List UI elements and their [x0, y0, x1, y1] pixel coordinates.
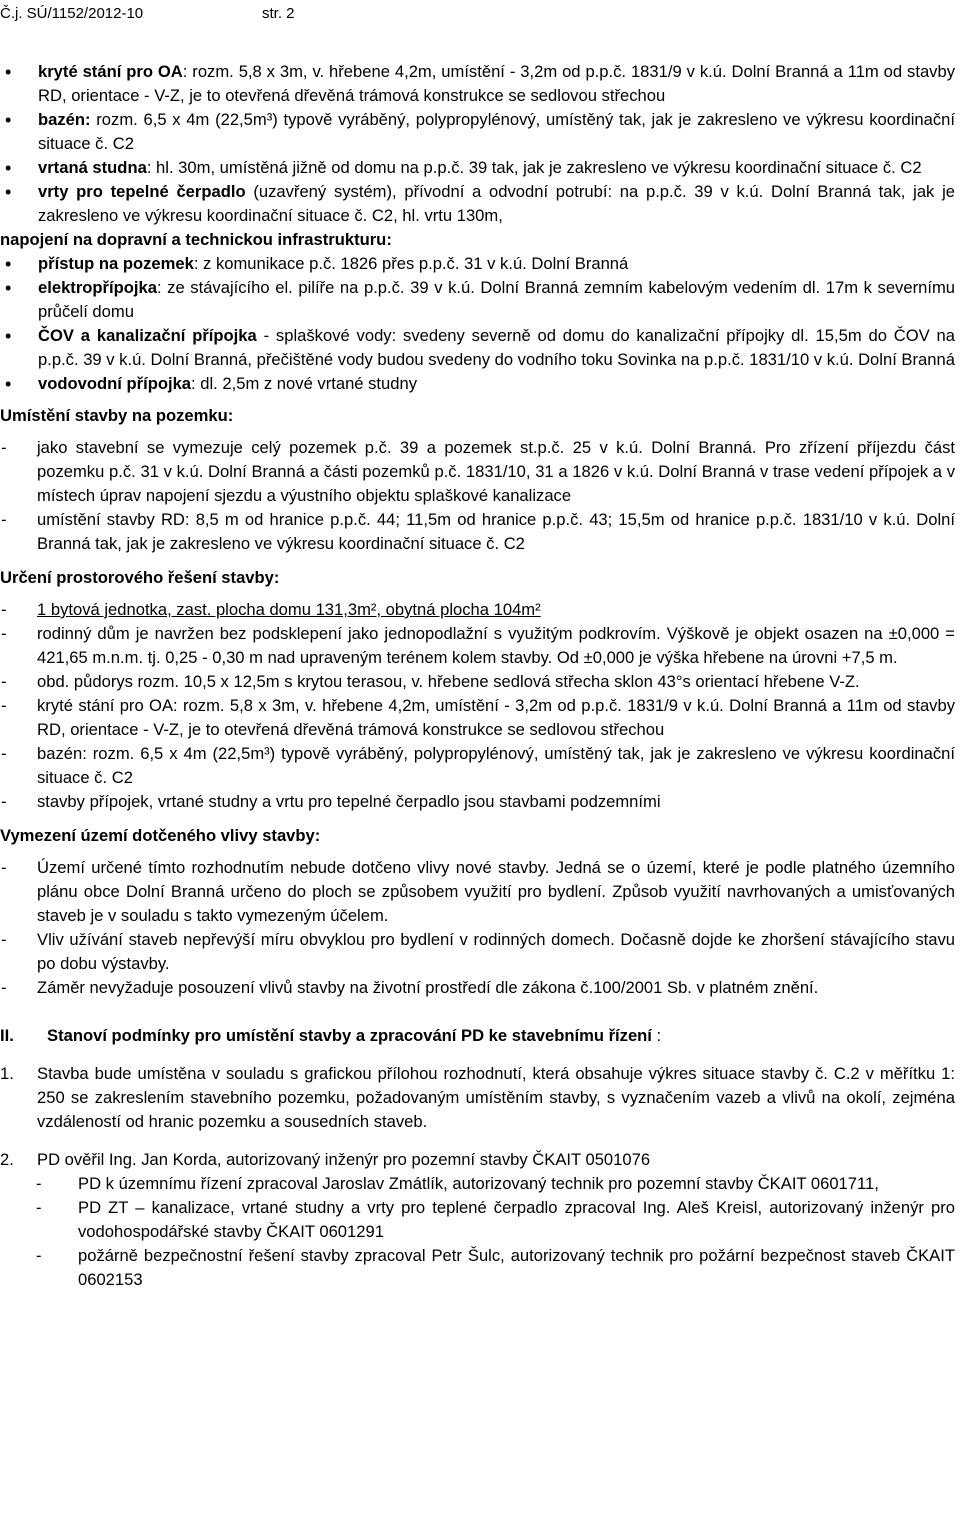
list-item: [38, 252, 955, 276]
list-item: [38, 108, 955, 156]
condition-text: Stavba bude umístěna v souladu s grafickou přílohou rozhodnutí, která obsahuje výkres situace stavby č. C.2 v měřítku 1: 250 se zakreslením stavebního pozemku, požadovaným umístěním stavby, s vyznačením vazeb a vlivů na okolí, zejména vzdáleností od hranic pozemku a sousedních staveb.: [37, 1064, 955, 1131]
list-item: [38, 372, 955, 396]
dash-item: - Záměr nevyžaduje posouzení vlivů stavby na životní prostředí dle zákona č.100/2001 Sb. v platném znění.: [37, 976, 955, 1000]
infrastructure-list: [0, 252, 955, 396]
reference-number: Č.j. SÚ/1152/2012-10: [0, 5, 144, 22]
dash-item: - bazén: rozm. 6,5 x 4m (22,5m³) typově vyráběný, polypropylénový, umístěný tak, jak je zakresleno ve výkresu koordinační situace č. C2: [37, 742, 955, 790]
sub-item: - PD k územnímu řízení zpracoval Jaroslav Zmátlík, autorizovaný technik pro pozemní stavby ČKAIT 0601711,: [78, 1172, 955, 1196]
dash-item: - rodinný dům je navržen bez podsklepení jako jednopodlažní s využitým podkrovím. Výškově je objekt osazen na ±0,000 = 421,65 m.n.m. tj. 0,25 - 0,30 m nad upraveným terénem kolem stavby. Od ±0,000 je výška hřebene na úrovni +7,5 m.: [37, 622, 955, 670]
item-text: rozm. 6,5 x 4m (22,5m³) typově vyráběný, polypropylénový, umístěný tak, jak je zakresleno ve výkresu koordinační situace č. C2: [38, 110, 955, 153]
section-title-vymezeni: Vymezení území dotčeného vlivy stavby:: [0, 826, 321, 845]
list-item: [38, 276, 955, 324]
item-text: : rozm. 5,8 x 3m, v. hřebene 4,2m, umístění - 3,2m od p.p.č. 1831/9 v k.ú. Dolní Branná a 11m od stavby RD, orientace - V-Z, je to otevřená dřevěná trámová konstrukce se sedlovou střechou: [38, 62, 955, 105]
sub-item: - PD ZT – kanalizace, vrtané studny a vrty pro teplené čerpadlo zpracoval Ing. Aleš Kreisl, autorizovaný inženýr pro vodohospodářské stavby ČKAIT 0601291: [78, 1196, 955, 1244]
item-text: : hl. 30m, umístěná jižně od domu na p.p.č. 39 tak, jak je zakresleno ve výkresu koordinační situace č. C2: [146, 158, 922, 177]
section-ii-heading: [0, 1024, 955, 1048]
sub-item: - požárně bezpečnostní řešení stavby zpracoval Petr Šulc, autorizovaný technik pro požární bezpečnost staveb ČKAIT 0602153: [78, 1244, 955, 1292]
item-term: kryté stání pro OA: [38, 62, 183, 81]
condition-item: [0, 1148, 955, 1172]
item-text: : ze stávajícího el. pilíře na p.p.č. 39 v k.ú. Dolní Branná zemním kabelovým vedením dl. 17m k severnímu průčelí domu: [38, 278, 955, 321]
condition-item: [0, 1062, 955, 1134]
section-ii-title-tail: :: [651, 1026, 662, 1045]
section-title-urceni: Určení prostorového řešení stavby:: [0, 568, 280, 587]
building-list: [0, 60, 955, 228]
section-ii-title: Stanoví podmínky pro umístění stavby a zpracování PD ke stavebnímu řízení: [47, 1026, 652, 1045]
condition-text: PD ověřil Ing. Jan Korda, autorizovaný inženýr pro pozemní stavby ČKAIT 0501076: [37, 1150, 651, 1169]
item-term: bazén:: [38, 110, 91, 129]
underlined-text: 1 bytová jednotka, zast. plocha domu 131,3m², obytná plocha 104m²: [37, 600, 541, 619]
dash-item: - Vliv užívání staveb nepřevýší míru obvyklou pro bydlení v rodinných domech. Dočasně dojde ke zhoršení stávajícího stavu po dobu výstavby.: [37, 928, 955, 976]
dash-item: - obd. půdorys rozm. 10,5 x 12,5m s krytou terasou, v. hřebene sedlová střecha sklon 43°s orientací hřebene V-Z.: [37, 670, 955, 694]
infrastructure-heading: napojení na dopravní a technickou infrastrukturu:: [0, 230, 392, 249]
page-header: [0, 2, 955, 26]
list-item: [38, 60, 955, 108]
dash-item: - kryté stání pro OA: rozm. 5,8 x 3m, v. hřebene 4,2m, umístění - 3,2m od p.p.č. 1831/9 v k.ú. Dolní Branná a 11m od stavby RD, orientace - V-Z, je to otevřená dřevěná trámová konstrukce se sedlovou střechou: [37, 694, 955, 742]
condition-number: 1.: [0, 1064, 14, 1083]
page-number: str. 2: [262, 5, 295, 22]
dash-item: - Území určené tímto rozhodnutím nebude dotčeno vlivy nové stavby. Jedná se o území, které je podle platného územního plánu obce Dolní Branná určeno do ploch se způsobem využití pro bydlení. Způsob využití navrhovaných a umisťovaných staveb je v souladu s takto vymezeným účelem.: [37, 856, 955, 928]
section-title-umisteni: Umístění stavby na pozemku:: [0, 406, 234, 425]
list-item: [38, 156, 955, 180]
item-text: - splaškové vody: svedeny severně od domu do kanalizační přípojky dl. 15,5m do ČOV na p.p.č. 39 v k.ú. Dolní Branná, přečištěné vody budou svedeny do vodního toku Sovinka na p.p.č. 1831/10 v k.ú. Dolní Branná: [38, 326, 955, 369]
dash-item: - jako stavební se vymezuje celý pozemek p.č. 39 a pozemek st.p.č. 25 v k.ú. Dolní Branná. Pro zřízení příjezdu část pozemku p.č. 31 v k.ú. Dolní Branná a části pozemků p.č. 1831/10, 31 a 1826 v k.ú. Dolní Branná v trase vedení přípojek a v místech úprav napojení sjezdu a výustního objektu splaškové kanalizace: [37, 436, 955, 508]
list-item: [38, 324, 955, 372]
item-text: : dl. 2,5m z nové vrtané studny: [191, 374, 418, 393]
item-term: vodovodní přípojka: [38, 374, 192, 393]
item-term: elektropřípojka: [38, 278, 157, 297]
item-term: ČOV a kanalizační přípojka: [38, 326, 257, 345]
item-term: přístup na pozemek: [38, 254, 194, 273]
dash-item: - umístění stavby RD: 8,5 m od hranice p.p.č. 44; 11,5m od hranice p.p.č. 43; 15,5m od hranice p.p.č. 1831/10 v k.ú. Dolní Branná tak, jak je zakresleno ve výkresu koordinační situace č. C2: [37, 508, 955, 556]
item-text: (uzavřený systém), přívodní a odvodní potrubí: na p.p.č. 39 v k.ú. Dolní Branná tak, jak je zakresleno ve výkresu koordinační situace č. C2, hl. vrtu 130m,: [38, 182, 955, 225]
list-item: [38, 180, 955, 228]
item-term: vrty pro tepelné čerpadlo: [38, 182, 246, 201]
dash-item: [37, 598, 955, 622]
item-text: : z komunikace p.č. 1826 přes p.p.č. 31 v k.ú. Dolní Branná: [193, 254, 629, 273]
document-page: [0, 2, 960, 1536]
item-term: vrtaná studna: [38, 158, 147, 177]
condition-number: 2.: [0, 1150, 14, 1169]
dash-item: - stavby přípojek, vrtané studny a vrtu pro tepelné čerpadlo jsou stavbami podzemními: [37, 790, 955, 814]
section-number: II.: [0, 1026, 14, 1045]
